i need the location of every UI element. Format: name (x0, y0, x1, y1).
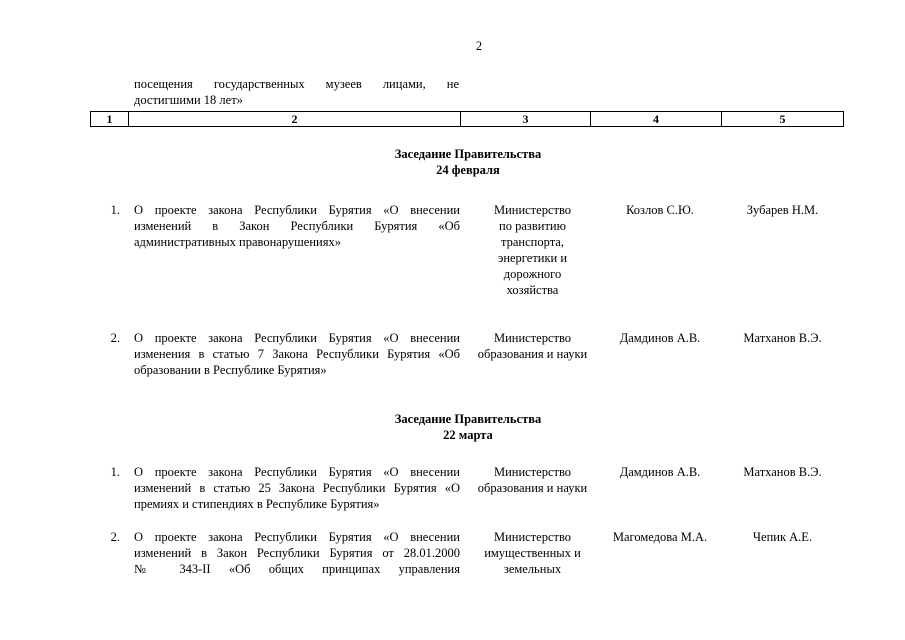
item-text-line: О проекте закона Республики Бурятия «О внесении (134, 465, 460, 479)
column-header-2: 2 (129, 112, 461, 127)
continuation-line-1: посещения государственных музеев лицами, не (134, 77, 459, 91)
item-text (134, 202, 460, 250)
item-text (134, 330, 460, 378)
item-ministry (470, 202, 595, 298)
item-number: 1. (110, 203, 120, 217)
item-ministry (470, 464, 595, 496)
page-number: 2 (475, 39, 483, 53)
ministry-line: хозяйства (506, 283, 559, 297)
ministry-line: дорожного (503, 267, 562, 281)
ministry-line: Министерство (493, 465, 572, 479)
section-title: Заседание Правительства (394, 147, 542, 161)
ministry-line: энергетики и (497, 251, 568, 265)
ministry-line: имущественных и (484, 546, 581, 560)
item-text-line: О проекте закона Республики Бурятия «О внесении (134, 203, 460, 217)
column-header-1: 1 (91, 112, 129, 127)
item-curator-person: Зубарев Н.М. (746, 203, 819, 217)
item-number: 1. (110, 465, 120, 479)
item-text-line: административных правонарушениях» (134, 235, 341, 249)
item-number: 2. (110, 530, 120, 544)
item-ministry (470, 330, 595, 362)
item-text-line: изменений в Закон Республики Бурятия «Об (134, 219, 460, 233)
item-number: 2. (110, 331, 120, 345)
ministry-line: по развитию (499, 219, 566, 233)
continuation-text (134, 76, 459, 108)
item-text-line: О проекте закона Республики Бурятия «О внесении (134, 530, 460, 544)
ministry-line: земельных (503, 562, 562, 576)
item-ministry (470, 529, 595, 577)
section-date: 24 февраля (436, 163, 500, 177)
item-responsible-person: Магомедова М.А. (612, 530, 708, 544)
ministry-line: Министерство (493, 530, 572, 544)
item-text-line: О проекте закона Республики Бурятия «О внесении (134, 331, 460, 345)
item-text-line: изменений в Закон Республики Бурятия от 28.01.2000 (134, 546, 460, 560)
item-text-line: изменений в статью 25 Закона Республики Бурятия «О (134, 481, 460, 495)
section-date: 22 марта (443, 428, 493, 442)
ministry-line: Министерство (493, 203, 572, 217)
item-responsible-person: Дамдинов А.В. (619, 331, 701, 345)
item-curator-person: Матханов В.Э. (743, 331, 822, 345)
item-text (134, 529, 460, 577)
item-curator-person: Чепик А.Е. (752, 530, 813, 544)
column-header-5: 5 (722, 112, 844, 127)
item-curator-person: Матханов В.Э. (743, 465, 822, 479)
item-responsible-person: Козлов С.Ю. (626, 203, 694, 217)
item-text (134, 464, 460, 512)
section-title: Заседание Правительства (394, 412, 542, 426)
item-text-line: изменения в статью 7 Закона Республики Бурятия «Об (134, 347, 460, 361)
item-text-line: премиях и стипендиях в Республике Бурятия» (134, 497, 380, 511)
ministry-line: образования и науки (477, 481, 588, 495)
item-text-line: № 343-II «Об общих принципах управления (134, 562, 460, 576)
ministry-line: Министерство (493, 331, 572, 345)
column-header-row (90, 111, 844, 127)
continuation-line-2: достигшими 18 лет» (134, 93, 243, 107)
ministry-line: образования и науки (477, 347, 588, 361)
item-responsible-person: Дамдинов А.В. (619, 465, 701, 479)
column-header-4: 4 (591, 112, 722, 127)
ministry-line: транспорта, (501, 235, 564, 249)
item-text-line: образовании в Республике Бурятия» (134, 363, 327, 377)
column-header-3: 3 (461, 112, 591, 127)
